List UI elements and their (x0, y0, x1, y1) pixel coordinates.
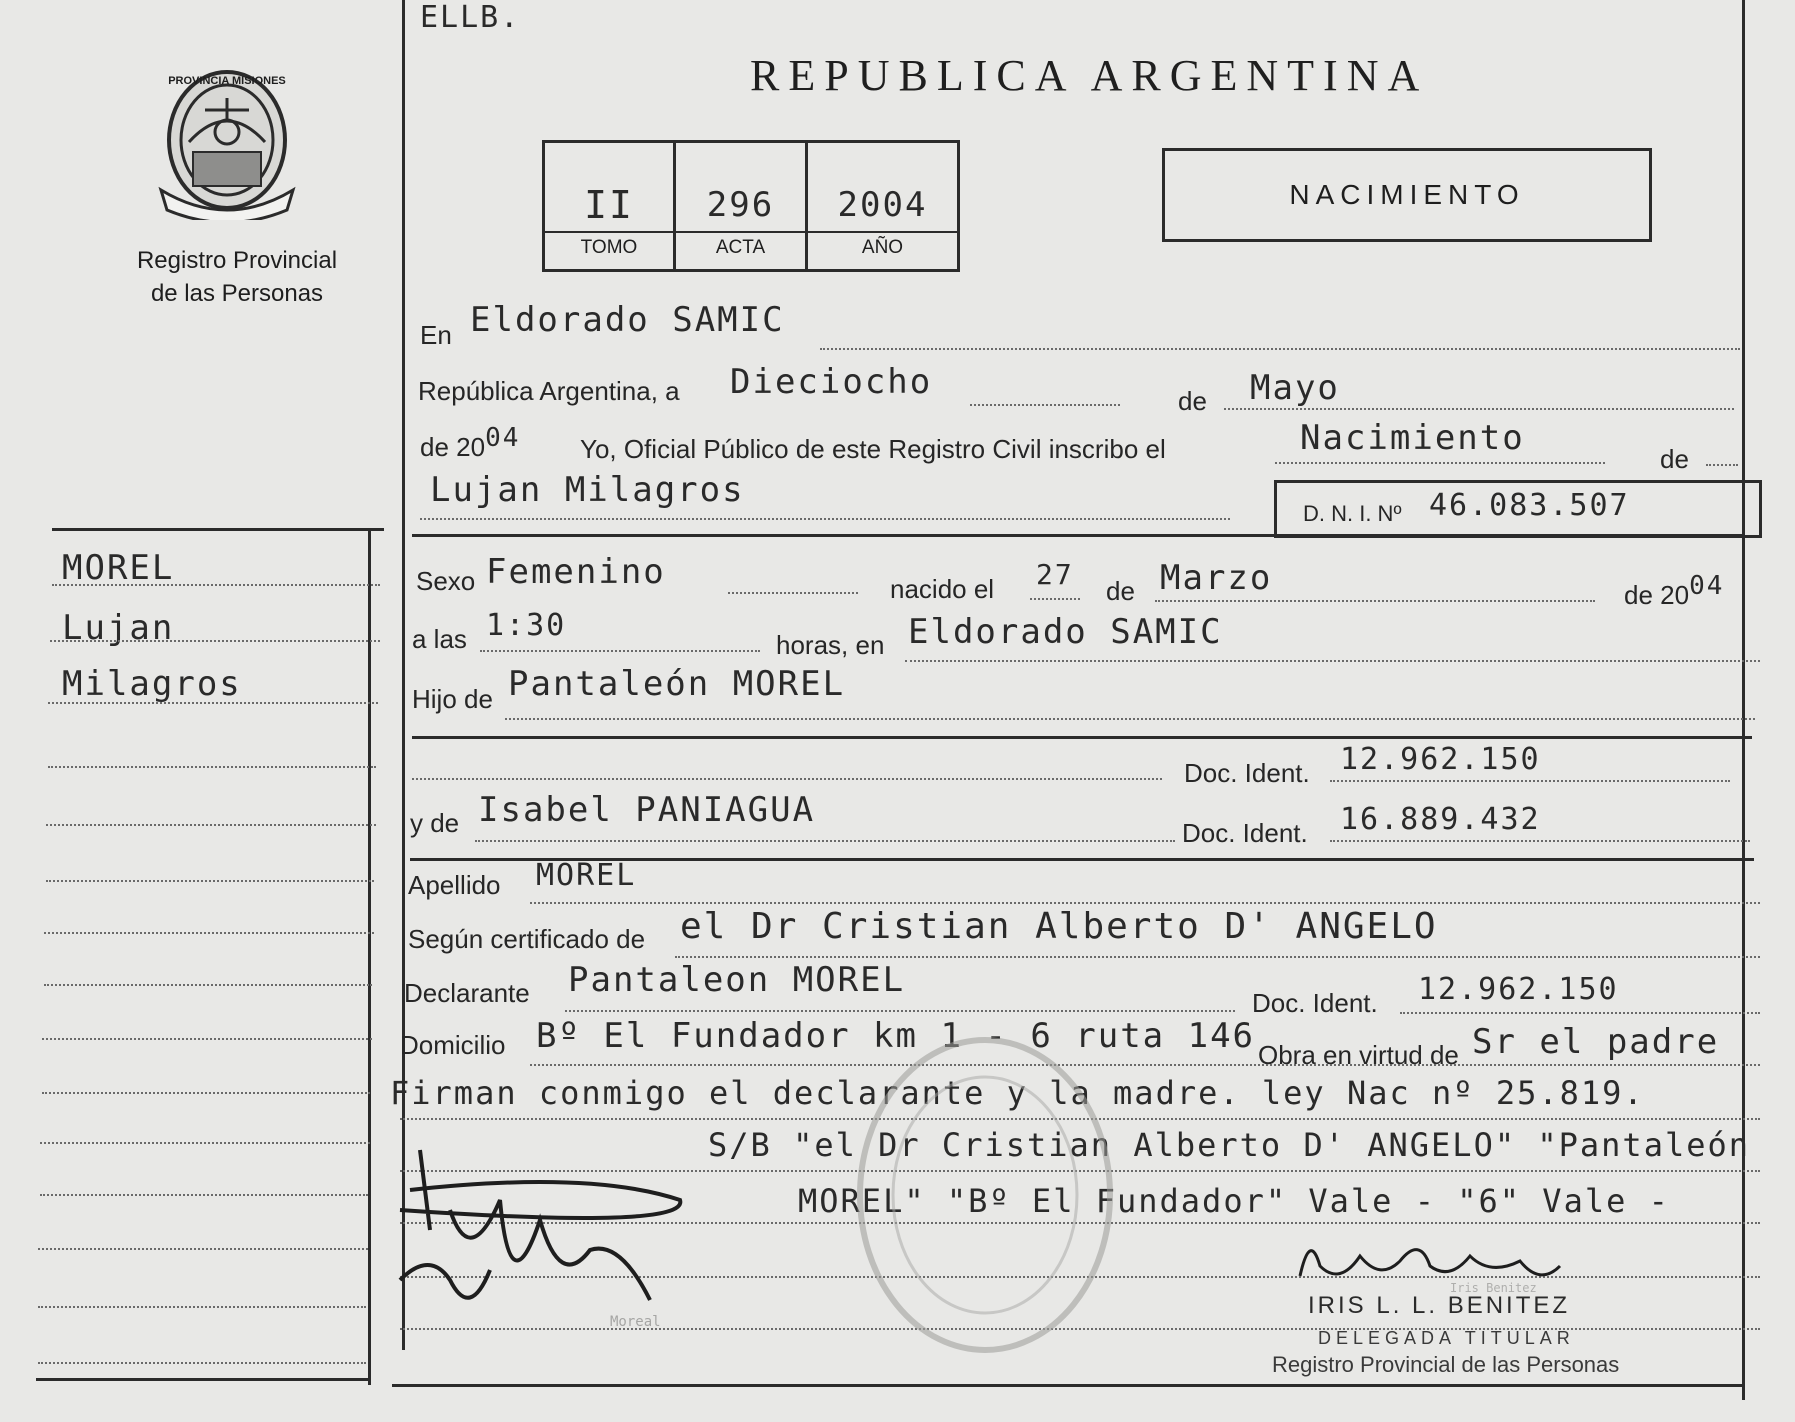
provincial-seal-icon (155, 60, 300, 220)
office-title-line1: Registro Provincial (136, 247, 338, 274)
segun-label: Según certificado de (408, 924, 646, 954)
acta-box (542, 140, 960, 272)
a-las-label: a las (412, 624, 467, 654)
tomo-value: II (584, 183, 634, 227)
de-label-2: de (1660, 444, 1689, 474)
acta-label: ACTA (715, 237, 766, 258)
apellido-value: MOREL (536, 858, 637, 893)
document-type: NACIMIENTO (1289, 179, 1525, 210)
month-value: Mayo (1250, 368, 1340, 408)
right-margin-rule (1742, 0, 1745, 1400)
seal-text: PROVINCIA MISIONES (168, 75, 286, 87)
sexo-value: Femenino (486, 552, 666, 592)
lugar-value: Eldorado SAMIC (908, 612, 1223, 652)
en-value: Eldorado SAMIC (470, 300, 785, 340)
margin-note-name2: Milagros (62, 664, 242, 704)
dni-box (1274, 480, 1762, 538)
horas-en-label: horas, en (776, 630, 885, 660)
domicilio-label: Domicilio (400, 1030, 506, 1060)
official-signature-icon (1290, 1226, 1590, 1296)
tomo-label: TOMO (580, 237, 638, 258)
y-de-label: y de (410, 808, 460, 838)
hijo-label: Hijo de (412, 684, 493, 714)
dni-label: D. N. I. Nº (1303, 501, 1402, 526)
margin-note-name1: Lujan (62, 608, 175, 648)
margin-column-rule (368, 530, 371, 1385)
sexo-label: Sexo (416, 566, 476, 596)
official-office: Registro Provincial de las Personas (1272, 1352, 1620, 1377)
note-line-2: S/B "el Dr Cristian Alberto D' ANGELO" "Pantaleón (708, 1126, 1751, 1164)
nacido-year-suffix: 04 (1689, 571, 1725, 601)
margin-note-surname: MOREL (62, 548, 175, 588)
madre-doc-label: Doc. Ident. (1182, 818, 1308, 848)
nacido-year-prefix: de 20 (1624, 580, 1690, 610)
madre-value: Isabel PANIAGUA (478, 790, 816, 830)
domicilio-value: Bº El Fundador km 1 - 6 ruta 146 (536, 1016, 1256, 1056)
document-type-box (1162, 148, 1652, 242)
de-label: de (1178, 386, 1207, 416)
dni-value: 46.083.507 (1429, 488, 1630, 523)
child-name: Lujan Milagros (430, 470, 745, 510)
padre-value: Pantaleón MOREL (508, 664, 846, 704)
padre-doc: 12.962.150 (1340, 742, 1541, 777)
day-value: Dieciocho (730, 362, 933, 402)
nacido-label: nacido el (890, 574, 995, 604)
inscribo-value: Nacimiento (1300, 418, 1525, 458)
apellido-label: Apellido (408, 870, 501, 900)
office-title (112, 244, 362, 310)
year-prefix: de 20 (420, 432, 486, 462)
madre-doc: 16.889.432 (1340, 802, 1541, 837)
republica-label: República Argentina, a (418, 376, 680, 406)
obra-value: Sr el padre (1472, 1022, 1720, 1062)
hora-value: 1:30 (486, 608, 567, 643)
nacido-month: Marzo (1160, 558, 1273, 598)
signature-left-text: Moreal (610, 1314, 661, 1330)
nacido-de-label: de (1106, 576, 1135, 606)
padre-doc-label: Doc. Ident. (1184, 758, 1310, 788)
declarante-doc-label: Doc. Ident. (1252, 988, 1378, 1018)
corner-handwritten-mark: ELLB. (420, 0, 521, 35)
segun-value: el Dr Cristian Alberto D' ANGELO (680, 906, 1438, 947)
declarante-doc: 12.962.150 (1418, 972, 1619, 1007)
oficial-text: Yo, Oficial Público de este Registro Civil inscribo el (580, 434, 1166, 464)
en-label: En (420, 320, 452, 350)
official-name: IRIS L. L. BENITEZ (1308, 1292, 1571, 1319)
country-title: REPUBLICA ARGENTINA (750, 51, 1429, 100)
year-suffix: 04 (485, 423, 521, 453)
note-line-1: Firman conmigo el declarante y la madre. ley Nac nº 25.819. (390, 1074, 1645, 1112)
office-title-line2: de las Personas (150, 280, 324, 307)
ano-label: AÑO (861, 237, 904, 258)
acta-value: 296 (706, 185, 775, 225)
obra-label: Obra en virtud de (1258, 1040, 1459, 1070)
declarante-value: Pantaleon MOREL (568, 960, 906, 1000)
declarante-label: Declarante (404, 978, 530, 1008)
signature-right-text: Iris Benitez (1450, 1281, 1537, 1295)
nacido-day: 27 (1036, 558, 1074, 591)
note-line-3: MOREL" "Bº El Fundador" Vale - "6" Vale - (798, 1182, 1670, 1220)
ano-value: 2004 (837, 185, 928, 225)
official-title: DELEGADA TITULAR (1318, 1328, 1575, 1348)
declarant-signature-icon (390, 1130, 770, 1330)
official-stamp-icon (850, 1030, 1120, 1360)
